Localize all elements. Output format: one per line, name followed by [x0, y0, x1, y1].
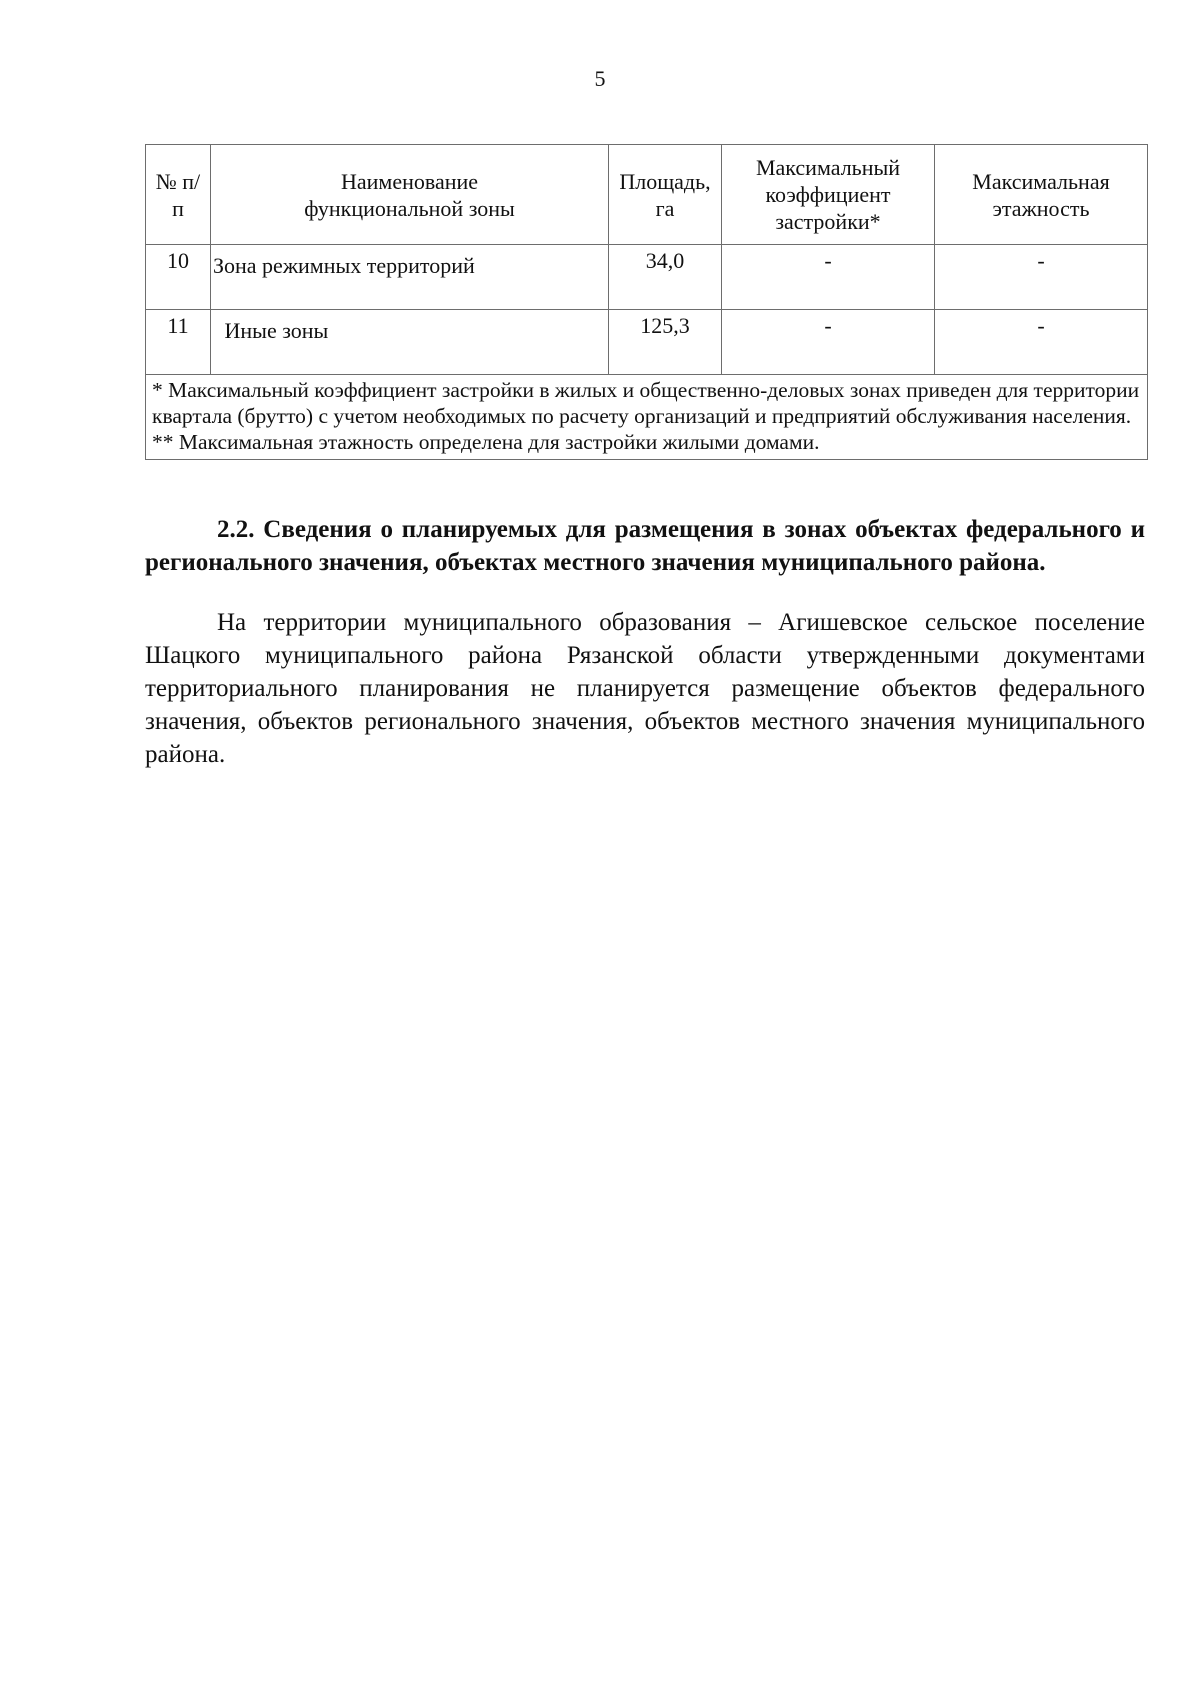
- cell-name: Зона режимных территорий: [211, 245, 609, 310]
- header-floors: Максимальная этажность: [935, 145, 1148, 245]
- section-2-2: [145, 513, 1145, 771]
- table-row: [146, 245, 1148, 310]
- table-header-row: [146, 145, 1148, 245]
- section-heading: 2.2. Сведения о планируемых для размещения в зонах объектах федерального и регионального значения, объектах местного значения муниципального района.: [145, 516, 1145, 576]
- table-row: [146, 310, 1148, 375]
- table-footnotes: [146, 375, 1148, 460]
- section-paragraph: На территории муниципального образования – Агишевское сельское поселение Шацкого муниципального района Рязанской области утвержденными документами территориального планирования не планируется размещение объектов федерального значения, объектов регионального значения, объектов местного значения муниципального района.: [145, 609, 1145, 768]
- header-area: Площадь, га: [609, 145, 722, 245]
- functional-zones-table: [145, 144, 1148, 460]
- header-num: № п/п: [146, 145, 211, 245]
- cell-coef: -: [722, 245, 935, 310]
- footnote-coefficient: * Максимальный коэффициент застройки в жилых и общественно-деловых зонах приведен для территории квартала (брутто) с учетом необходимых по расчету организаций и предприятий обслуживания населения.: [152, 378, 1140, 428]
- cell-area: 125,3: [609, 310, 722, 375]
- header-coef: Максимальный коэффициент застройки*: [722, 145, 935, 245]
- cell-area: 34,0: [609, 245, 722, 310]
- footnote-floors: ** Максимальная этажность определена для застройки жилыми домами.: [152, 430, 820, 454]
- cell-num: 11: [146, 310, 211, 375]
- cell-floors: -: [935, 245, 1148, 310]
- cell-floors: -: [935, 310, 1148, 375]
- cell-name: Иные зоны: [211, 310, 609, 375]
- cell-coef: -: [722, 310, 935, 375]
- table-footnote-row: [146, 375, 1148, 460]
- header-name: Наименование функциональной зоны: [211, 145, 609, 245]
- cell-num: 10: [146, 245, 211, 310]
- page-number: 5: [594, 66, 606, 91]
